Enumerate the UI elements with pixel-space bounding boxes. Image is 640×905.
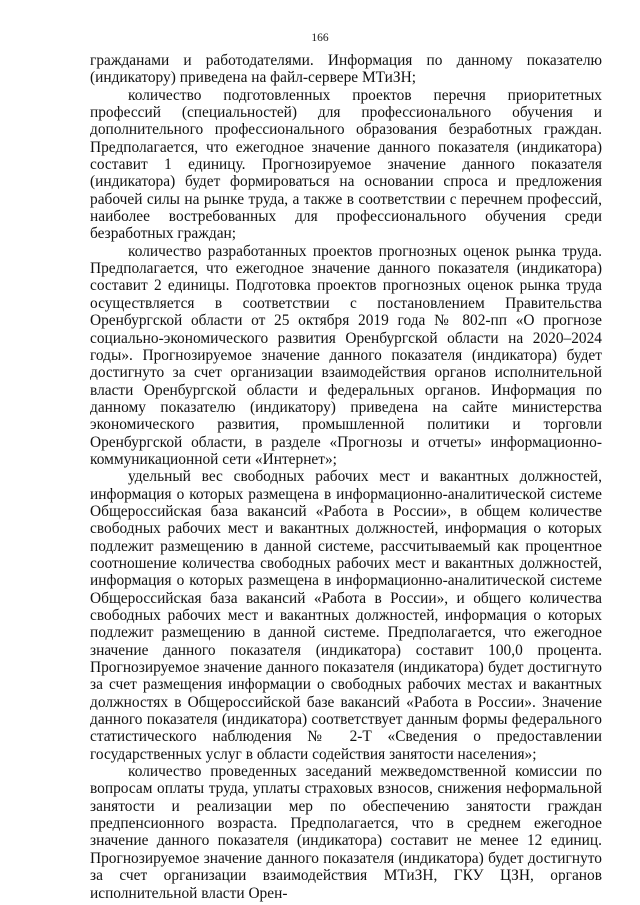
paragraph-priority-professions: количество подготовленных проектов перечня приоритетных профессий (специальностей) для профессионального обучения и дополнительного профессионального образования безработных граждан. Предполагается, что ежегодное значение данного показателя (индикатора) составит 1 единицу. Прогнозируемое значение данного показателя (индикатора) будет формироваться на основании спроса и предложения рабочей силы на рынке труда, а также в соответствии с перечнем профессий, наиболее востребованных для профессионального обучения среди безработных граждан;: [90, 86, 602, 243]
paragraph-vacancies-share: удельный вес свободных рабочих мест и вакантных должностей, информация о которых размещена в информационно-аналитической системе Общероссийская база вакансий «Работа в России», в общем количестве свободных рабочих мест и вакантных должностей, информация о которых подлежит размещению в данной системе, рассчитываемый как процентное соотношение количества свободных рабочих мест и вакантных должностей, информация о которых размещена в информационно-аналитической системе Общероссийская база вакансий «Работа в России», и общего количества свободных рабочих мест и вакантных должностей, информация о которых подлежит размещению в данной системе. Предполагается, что ежегодное значение данного показателя (индикатора) составит 100,0 процента. Прогнозируемое значение данного показателя (индикатора) будет достигнуто за счет размещения информации о свободных рабочих местах и вакантных должностях в Общероссийской базе вакансий «Работа в России». Значение данного показателя (индикатора) соответствует данным формы федерального статистического наблюдения № 2-Т «Сведения о предоставлении государственных услуг в области содействия занятости населения»;: [90, 468, 602, 763]
paragraph-commission-meetings: количество проведенных заседаний межведомственной комиссии по вопросам оплаты труда, уплаты страховых взносов, снижения неформальной занятости и реализации мер по обеспечению занятости граждан предпенсионного возраста. Предполагается, что в среднем ежегодное значение данного показателя (индикатора) составит не менее 12 единиц. Прогнозируемое значение данного показателя (индикатора) будет достигнуто за счет организации взаимодействия МТиЗН, ГКУ ЦЗН, органов исполнительной власти Орен-: [90, 763, 602, 902]
page-number: 166: [311, 32, 329, 44]
paragraph-continuation: гражданами и работодателями. Информация по данному показателю (индикатору) приведена на файл-сервере МТиЗН;: [90, 52, 602, 87]
document-body: [90, 52, 602, 902]
paragraph-labor-market-forecasts: количество разработанных проектов прогнозных оценок рынка труда. Предполагается, что ежегодное значение данного показателя (индикатора) составит 2 единицы. Подготовка проектов прогнозных оценок рынка труда осуществляется в соответствии с постановлением Правительства Оренбургской области от 25 октября 2019 года № 802-пп «О прогнозе социально-экономического развития Оренбургской области на 2020–2024 годы». Прогнозируемое значение данного показателя (индикатора) будет достигнуто за счет организации взаимодействия органов исполнительной власти Оренбургской области и федеральных органов. Информация по данному показателю (индикатору) приведена на сайте министерства экономического развития, промышленной политики и торговли Оренбургской области, в разделе «Прогнозы и отчеты» информационно-коммуникационной сети «Интернет»;: [90, 242, 602, 468]
